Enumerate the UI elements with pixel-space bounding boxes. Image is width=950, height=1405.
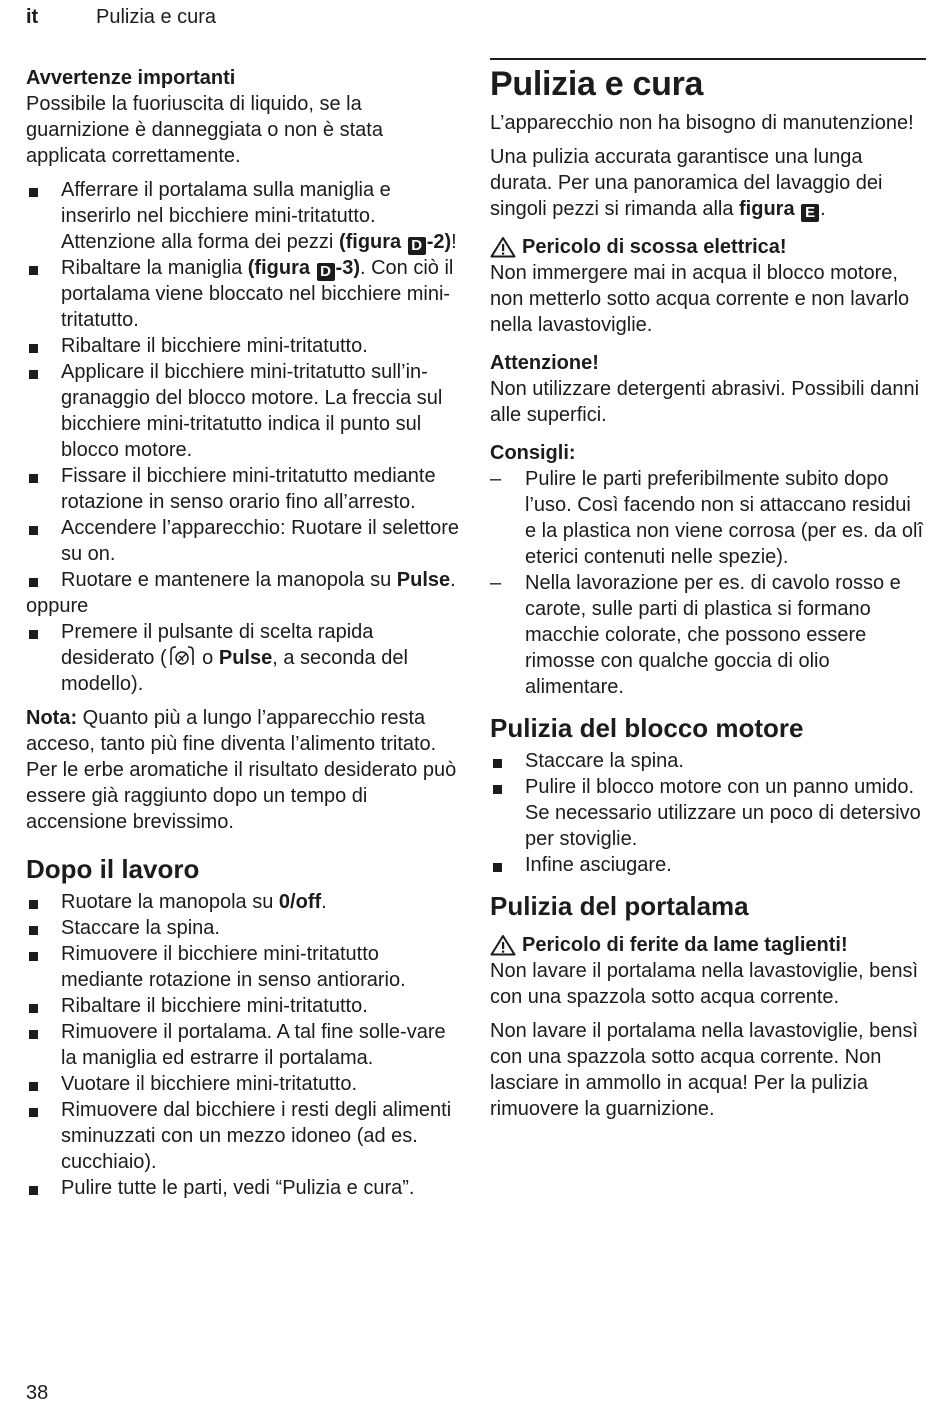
motor-cleaning-heading: Pulizia del blocco motore (490, 713, 804, 743)
warning-triangle-icon (490, 236, 516, 258)
list-item: Vuotare il bicchiere mini-tritatutto. (26, 1071, 466, 1097)
usage-steps-list (26, 177, 466, 593)
warning-text: Possibile la fuoriuscita di liquido, se la guarnizione è danneggiata o non è stata applicata correttamente. (26, 93, 383, 167)
header-section-title: Pulizia e cura (96, 6, 217, 28)
note-paragraph: Nota: Quanto più a lungo l’apparecchio resta acceso, tanto più fine diventa l’alimento tritato. Per le erbe aromatiche il risultato desiderato può essere già raggiunto dopo un tempo di accensione brevissimo. (26, 707, 457, 833)
electric-shock-warning-text: Non immergere mai in acqua il blocco motore, non metterlo sotto acqua corrente e non lavarlo nella lavastoviglie. (490, 262, 910, 336)
blade-cleaning-heading: Pulizia del portalama (490, 891, 749, 921)
after-work-list (26, 889, 466, 1201)
warning-heading: Avvertenze importanti (26, 67, 236, 89)
figure-letter-badge: E (801, 204, 819, 222)
list-item: Ribaltare il bicchiere mini-tritatutto. (26, 993, 466, 1019)
list-item: Fissare il bicchiere mini-tritatutto mediante rotazione in senso orario fino all’arresto. (26, 463, 466, 515)
warning-triangle-icon (490, 934, 516, 956)
list-item: Staccare la spina. (490, 748, 926, 774)
motor-cleaning-list (490, 748, 926, 878)
electric-shock-warning-title: Pericolo di scossa elettrica! (490, 234, 926, 260)
list-item: Rimuovere il portalama. A tal fine solle-vare la maniglia ed estrarre il portalama. (26, 1019, 466, 1071)
figure-letter-badge: D (317, 263, 335, 281)
list-item: Ruotare la manopola su 0/off. (26, 889, 466, 915)
right-column (490, 58, 926, 1130)
blade-warning-title: Pericolo di ferite da lame taglienti! (490, 932, 926, 958)
list-item: Rimuovere dal bicchiere i resti degli alimenti sminuzzati con un mezzo idoneo (ad es. cucchiaio). (26, 1097, 466, 1175)
list-item: – Pulire le parti preferibilmente subito dopo l’uso. Così facendo non si attaccano residui e la plastica non viene corrosa (per es. da olî eterici contenuti nelle spezie). (490, 466, 926, 570)
page-number: 38 (26, 1382, 49, 1404)
tips-heading: Consigli: (490, 442, 576, 464)
list-item: Accendere l’apparecchio: Ruotare il selettore su on. (26, 515, 466, 567)
list-item: Pulire tutte le parti, vedi “Pulizia e cura”. (26, 1175, 466, 1201)
dopo-il-lavoro-heading: Dopo il lavoro (26, 854, 200, 884)
page-title: Pulizia e cura (490, 65, 704, 103)
list-item: Staccare la spina. (26, 915, 466, 941)
figure-letter-badge: D (408, 237, 426, 255)
list-item: Premere il pulsante di scelta rapida desiderato ( o Pulse, a seconda del modello). (26, 619, 466, 697)
list-item: Infine asciugare. (490, 852, 926, 878)
blade-warning-text: Non lavare il portalama nella lavastoviglie, bensì con una spazzola sotto acqua corrente. (490, 960, 919, 1008)
list-item: Pulire il blocco motore con un panno umido. Se necessario utilizzare un poco di detersivo per stoviglie. (490, 774, 926, 852)
blade-cleaning-paragraph: Non lavare il portalama nella lavastoviglie, bensì con una spazzola sotto acqua corrente. Non lasciare in ammollo in acqua! Per la pulizia rimuovere la guarnizione. (490, 1020, 919, 1120)
list-item: Afferrare il portalama sulla maniglia e inserirlo nel bicchiere mini-tritatutto. Attenzione alla forma dei pezzi (figura D -2)! (26, 177, 466, 255)
left-column (26, 65, 466, 1209)
list-item: Ribaltare la maniglia (figura D -3). Con ciò il portalama viene bloccato nel bicchiere mini-tritatutto. (26, 255, 466, 333)
attention-text: Non utilizzare detergenti abrasivi. Possibili danni alle superfici. (490, 378, 920, 426)
attention-heading: Attenzione! (490, 352, 599, 374)
language-code: it (26, 6, 39, 28)
page-header (26, 6, 216, 29)
list-item: Ruotare e mantenere la manopola su Pulse. (26, 567, 466, 593)
alternative-steps-list (26, 619, 466, 697)
list-item: Applicare il bicchiere mini-tritatutto sull’in-granaggio del blocco motore. La freccia sul bicchiere mini-tritatutto indica il punto sul blocco motore. (26, 359, 466, 463)
maintenance-paragraph: L’apparecchio non ha bisogno di manutenzione! (490, 112, 914, 134)
list-item: Rimuovere il bicchiere mini-tritatutto mediante rotazione in senso antiorario. (26, 941, 466, 993)
oppure-text: oppure (26, 595, 89, 617)
list-item: – Nella lavorazione per es. di cavolo rosso e carote, sulle parti di plastica si formano macchie colorate, che possono essere rimosse con qualche goccia di olio alimentare. (490, 570, 926, 700)
herb-button-icon (167, 645, 197, 669)
list-item: Ribaltare il bicchiere mini-tritatutto. (26, 333, 466, 359)
tips-list (490, 466, 926, 700)
cleaning-overview-paragraph: Una pulizia accurata garantisce una lunga durata. Per una panoramica del lavaggio dei singoli pezzi si rimanda alla figura E . (490, 146, 883, 221)
